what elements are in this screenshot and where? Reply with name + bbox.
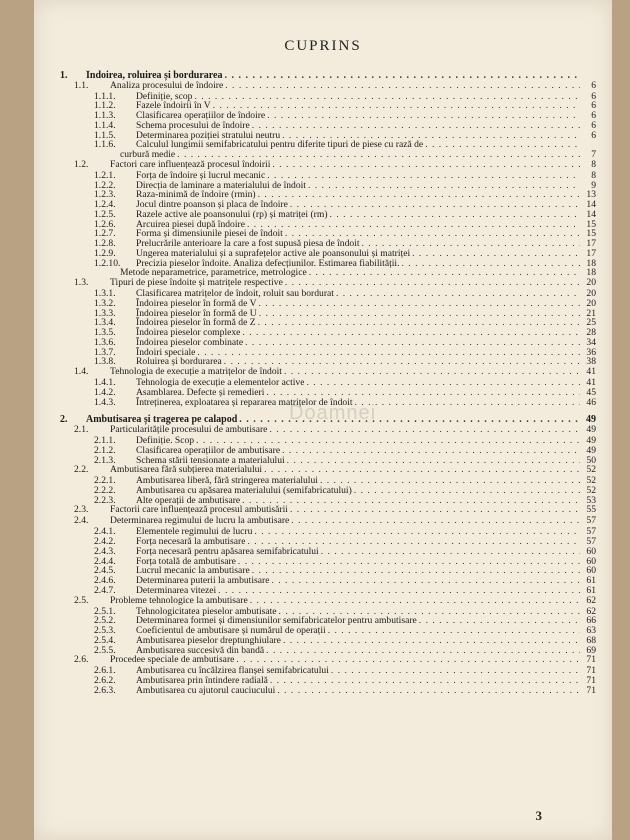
book-page (34, 0, 612, 840)
toc-entry-number: 2.6.2. (94, 675, 116, 686)
toc-entry-title: Asamblarea. Defecte și remedieri (136, 386, 265, 398)
toc-entry-title: Ambutisarea pieselor dreptunghiulare (136, 634, 281, 646)
toc-entry-title: Ambutisarea fără subțierea materialului (110, 464, 263, 476)
toc-entry-page: 6 (591, 90, 596, 102)
toc-entry-page: 69 (586, 644, 596, 656)
toc-entry-number: 1.2.3. (94, 189, 116, 201)
toc-entry-title: Îndoirea pieselor complexe (136, 327, 241, 339)
toc-entry (74, 366, 596, 377)
dot-leader (355, 397, 580, 408)
dot-leader (290, 504, 580, 515)
toc-entry-title: Întreținerea, exploatarea și repararea matrițelor de îndoit (136, 396, 353, 408)
toc-entry-page: 6 (591, 129, 596, 141)
toc-entry-title: Îndoirea, roluirea și bordurarea (86, 70, 223, 81)
toc-entry-title: Roluirea și bordurarea (136, 356, 222, 368)
toc-entry-page: 66 (586, 615, 596, 627)
toc-entry-title: Clasificarea operațiilor de îndoire (136, 110, 266, 122)
toc-entry-title: Determinarea formei și dimensiunilor semifabricatelor pentru ambutisare (136, 615, 417, 627)
toc-entry-number: 1.2. (74, 158, 89, 170)
toc-entry-page: 60 (586, 545, 596, 557)
toc-entry-page: 57 (586, 536, 596, 548)
toc-entry-page: 21 (586, 307, 596, 319)
toc-entry-page: 50 (586, 454, 596, 466)
toc-entry-title: Tehnologia de execuție a matrițelor de îndoit (110, 366, 282, 378)
toc-entry-number: 1.2.8. (94, 238, 116, 250)
toc-entry-number: 1.4.3. (94, 396, 116, 408)
toc-entry-page: 7 (591, 149, 596, 161)
toc-entry-number: 1. (60, 70, 68, 81)
toc-entry-number: 1.2.10. (94, 257, 121, 269)
toc-entry-page: 62 (586, 605, 596, 617)
toc-entry-title: Determinarea regimului de lucru la ambutisare (110, 515, 290, 527)
toc-entry (94, 685, 596, 696)
toc-entry-number: 1.3.6. (94, 336, 116, 348)
toc-entry-page: 41 (586, 366, 596, 378)
toc-entry-number: 2.6. (74, 654, 89, 666)
watermark-text: Doamnei (289, 402, 377, 424)
toc-entry-page: 9 (591, 179, 596, 191)
toc-entry-page: 14 (586, 199, 596, 211)
toc-entry-page: 55 (586, 504, 596, 516)
toc-entry-number: 2.2.1. (94, 475, 116, 487)
toc-entry-title: Forța necesară la ambutisare (136, 536, 246, 548)
toc-entry-number: 2.5.1. (94, 605, 116, 617)
toc-entry (74, 277, 596, 288)
toc-entry-page: 45 (586, 386, 596, 398)
toc-entry-title: Ambutisarea succesivă din bandă (136, 644, 265, 656)
toc-entry-page: 8 (591, 158, 596, 170)
toc-entry-page: 15 (586, 228, 596, 240)
toc-entry-title: Ungerea materialului și a suprafețelor active ale poansonului și matriței (136, 247, 411, 259)
toc-entry-page: 60 (586, 555, 596, 567)
dot-leader (284, 366, 580, 377)
toc-entry-page: 49 (586, 435, 596, 446)
toc-entry-title: curbură medie (120, 149, 176, 161)
toc-entry (74, 654, 596, 665)
toc-entry-title: Calculul lungimii semifabricatului pentru diferite tipuri de piese cu rază de (136, 139, 424, 151)
toc-entry-number: 2.1.3. (94, 454, 116, 466)
toc-entry-title: Clasificarea matrițelor de îndoit, roluit sau bordurat (136, 288, 334, 300)
toc-entry-page: 17 (586, 247, 596, 259)
toc-entry-title: Probleme tehnologice la ambutisare (110, 594, 248, 606)
toc-entry-number: 2.6.1. (94, 665, 116, 677)
toc-entry-number: 2.4.4. (94, 555, 116, 567)
toc-entry-number: 2.4.1. (94, 526, 116, 538)
toc-entry-page: 62 (586, 594, 596, 606)
toc-entry-number: 1.1.1. (94, 90, 116, 102)
toc-entry-number: 2.4.3. (94, 545, 116, 557)
toc-entry-page: 41 (586, 377, 596, 389)
toc-entry (74, 504, 596, 515)
toc-entry-page: 28 (586, 327, 596, 339)
toc-entry-title: Determinarea puterii la ambutisare (136, 575, 270, 587)
toc-entry-page: 46 (586, 396, 596, 408)
toc-entry-page: 57 (586, 515, 596, 527)
toc-entry-page: 20 (586, 288, 596, 300)
toc-entry-number: 2.5. (74, 594, 89, 606)
toc-entry-number: 2.5.3. (94, 625, 116, 637)
toc-entry-number: 2.1.1. (94, 435, 116, 446)
toc-entry-title: Îndoirea pieselor combinate (136, 336, 244, 348)
toc-entry-title: Forma și dimensiunile piesei de îndoit (136, 228, 283, 240)
toc-entry-title: Ambutisarea și tragerea pe calapod (86, 414, 238, 426)
toc-entry-page: 53 (586, 494, 596, 506)
toc-entry-title: Particularitățile procesului de ambutisare (110, 424, 268, 436)
toc-entry-title: Forța necesară pentru apăsarea semifabricatului (136, 545, 319, 557)
toc-entry-page: 20 (586, 277, 596, 289)
toc-entry-title: Ambutisarea cu ajutorul cauciucului (136, 684, 276, 696)
toc-entry-title: Tehnologicitatea pieselor ambutisate (136, 605, 277, 617)
toc-entry-title: Raza-minimă de îndoire (rmin) (136, 189, 256, 201)
toc-entry-page: 13 (586, 189, 596, 201)
toc-entry-page: 63 (586, 625, 596, 637)
toc-entry-title: Factori care influențează procesul îndoirii (110, 158, 271, 170)
toc-entry-title: Elementele regimului de lucru (136, 526, 253, 538)
toc-entry-title: Determinarea poziției stratului neutru (136, 129, 281, 141)
toc-entry-page: 57 (586, 526, 596, 538)
dot-leader (269, 424, 580, 435)
toc-entry-page: 6 (591, 119, 596, 131)
toc-entry-number: 2.1.2. (94, 444, 116, 456)
toc-entry-number: 1.1.2. (94, 100, 116, 112)
toc-entry-number: 2. (60, 414, 68, 426)
toc-entry-title: Lucrul mecanic la ambutisare (136, 565, 250, 577)
toc-entry-page: 61 (586, 584, 596, 596)
toc-entry-number: 2.2.2. (94, 484, 116, 496)
toc-entry-title: Fazele îndoirii în V (136, 100, 211, 112)
toc-entry-page: 34 (586, 336, 596, 348)
toc-entry-page: 25 (586, 317, 596, 329)
page-number: 3 (535, 808, 542, 823)
toc-entry-number: 1.3. (74, 277, 89, 289)
toc-entry-page: 20 (586, 297, 596, 309)
toc-entry (74, 80, 596, 91)
toc-entry-number: 1.1.5. (94, 129, 116, 141)
toc-entry-number: 1.3.5. (94, 327, 116, 339)
toc-entry (74, 515, 596, 526)
toc-entry-page: 17 (586, 238, 596, 250)
dot-leader (272, 159, 580, 170)
toc-entry (74, 595, 596, 606)
toc-entry-number: 2.2.3. (94, 494, 116, 506)
toc-entry-page: 49 (586, 414, 596, 426)
toc-entry-title: Factorii care influențează procesul ambutisării (110, 504, 288, 516)
toc-entry-title: Arcuirea piesei după îndoire (136, 218, 245, 230)
toc-entry-page: 71 (586, 675, 596, 686)
toc-entry (74, 464, 596, 475)
toc-entry-page: 6 (591, 100, 596, 112)
toc-entry-number: 1.2.6. (94, 218, 116, 230)
toc-entry-title: Definiție. Scop (136, 435, 195, 446)
toc-entry-page: 15 (586, 218, 596, 230)
toc-entry-title: Jocul dintre poanson și placa de îndoire (136, 199, 288, 211)
toc-entry-page: 49 (586, 424, 596, 436)
dot-leader (225, 80, 580, 91)
toc-entry-page: 52 (586, 475, 596, 487)
toc-entry-number: 1.3.8. (94, 356, 116, 368)
toc-entry-number: 1.1.6. (94, 139, 116, 151)
toc-entry-number: 1.2.2. (94, 179, 116, 191)
toc-entry-page: 38 (586, 356, 596, 368)
toc-entry-number: 1.3.3. (94, 307, 116, 319)
toc-entry-title: Direcția de laminare a materialului de îndoit (136, 179, 306, 191)
toc-entry-number: 2.4. (74, 515, 89, 527)
toc-entry-title: Tehnologia de execuție a elementelor active (136, 377, 305, 389)
toc-entry-page: 68 (586, 634, 596, 646)
toc-entry-title: Ambutisarea cu apăsarea materialului (semifabricatului) (136, 484, 352, 496)
toc-entry-title: Schema stării tensionate a materialului (136, 454, 285, 466)
toc-entry-page: 61 (586, 575, 596, 587)
toc-entry-number: 2.6.3. (94, 684, 116, 696)
toc-entry-number: 1.1.4. (94, 119, 116, 131)
toc-entry-number: 2.4.2. (94, 536, 116, 548)
dot-leader (250, 595, 580, 606)
toc-entry-number: 1.4.1. (94, 377, 116, 389)
dot-leader (291, 515, 580, 526)
toc-entry-title: Precizia pieselor îndoite. Analiza defecțiunilor. Estimarea fiabilității. (136, 257, 400, 269)
toc-entry-title: Procedee speciale de ambutisare (110, 654, 235, 666)
toc-entry-number: 1.2.4. (94, 199, 116, 211)
toc-entry-page: 71 (586, 665, 596, 677)
toc-entry-page: 71 (586, 684, 596, 696)
toc-entry-number: 2.4.6. (94, 575, 116, 587)
toc-entry-number: 1.2.9. (94, 247, 116, 259)
toc-entry-page: 14 (586, 208, 596, 220)
toc-entry-number: 1.3.7. (94, 346, 116, 358)
toc-entry-number: 1.2.7. (94, 228, 116, 240)
toc-entry-number: 2.4.7. (94, 584, 116, 596)
toc-entry-title: Definiție, scop (136, 90, 193, 102)
toc-entry-number: 2.5.4. (94, 634, 116, 646)
toc-entry-title: Schema procesului de îndoire (136, 119, 250, 131)
toc-entry-title: Îndoirea pieselor în formă de U (136, 307, 257, 319)
toc-entry-number: 2.3. (74, 504, 89, 516)
toc-entry-title: Clasificarea operațiilor de ambutisare (136, 444, 281, 456)
toc-entry-title: Analiza procesului de îndoire (110, 79, 224, 91)
toc-entry-title: Forța totală de ambutisare (136, 555, 236, 567)
toc-entry-number: 2.5.2. (94, 615, 116, 627)
toc-entry-number: 2.4.5. (94, 565, 116, 577)
toc-entry-title: Metode neparametrice, parametrice, metrologice (120, 267, 307, 279)
toc-entry-number: 1.1. (74, 79, 89, 91)
dot-leader (285, 277, 580, 288)
toc-entry-title: Coeficientul de ambutisare și numărul de operații (136, 625, 326, 637)
toc-entry-page: 52 (586, 484, 596, 496)
toc-entry-number: 1.4.2. (94, 386, 116, 398)
dot-leader (277, 685, 580, 696)
toc-entry-title: Ambutisarea prin întindere radială (136, 675, 268, 686)
toc-entry-page: 36 (586, 346, 596, 358)
toc-entry-number: 1.4. (74, 366, 89, 378)
toc-entry-number: 2.1. (74, 424, 89, 436)
page-title: CUPRINS (284, 38, 362, 54)
dot-leader (236, 654, 580, 665)
toc-entry-page: 18 (586, 257, 596, 269)
toc-entry-number: 1.3.4. (94, 317, 116, 329)
toc-entry-number: 2.5.5. (94, 644, 116, 656)
toc-entry-page: 6 (591, 110, 596, 122)
toc-entry-number: 1.3.2. (94, 297, 116, 309)
toc-entry-title: Ambutisarea cu încălzirea flanșei semifabricatului (136, 665, 329, 677)
toc-entry-page: 49 (586, 444, 596, 456)
toc-entry-page: 71 (586, 654, 596, 666)
toc-entry-page: 18 (586, 267, 596, 279)
toc-entry-page: 6 (591, 79, 596, 91)
toc-entry-title: Îndoirea pieselor în formă de V (136, 297, 257, 309)
toc-entry-number: 1.2.1. (94, 169, 116, 181)
toc-entry-page: 8 (591, 169, 596, 181)
toc-entry-title: Determinarea vitezei (136, 584, 217, 596)
toc-entry-title: Razele active ale poansonului (rp) și matriței (rm) (136, 208, 328, 220)
toc-entry-page: 60 (586, 565, 596, 577)
toc-entry-title: Tipuri de piese îndoite și matrițele respective (110, 277, 283, 289)
toc-entry-title: Îndoirea pieselor în formă de Z (136, 317, 256, 329)
toc-entry-title: Prelucrările anterioare la care a fost supusă piesa de îndoit (136, 238, 360, 250)
toc-entry-title: Îndoiri speciale (136, 346, 196, 358)
toc-entry-title: Forța de îndoire și lucrul mecanic (136, 169, 266, 181)
dot-leader (264, 464, 580, 475)
toc-entry-title: Ambutisarea liberă, fără stringerea materialului (136, 475, 318, 487)
toc-entry-number: 1.2.5. (94, 208, 116, 220)
toc-entry-number: 2.2. (74, 464, 89, 476)
toc-entry-number: 1.1.3. (94, 110, 116, 122)
toc-entry (74, 424, 596, 435)
toc-entry-title: Alte operații de ambutisare (136, 494, 241, 506)
toc-entry-number: 1.3.1. (94, 288, 116, 300)
toc-entry (74, 159, 596, 170)
toc-entry-page: 52 (586, 464, 596, 476)
